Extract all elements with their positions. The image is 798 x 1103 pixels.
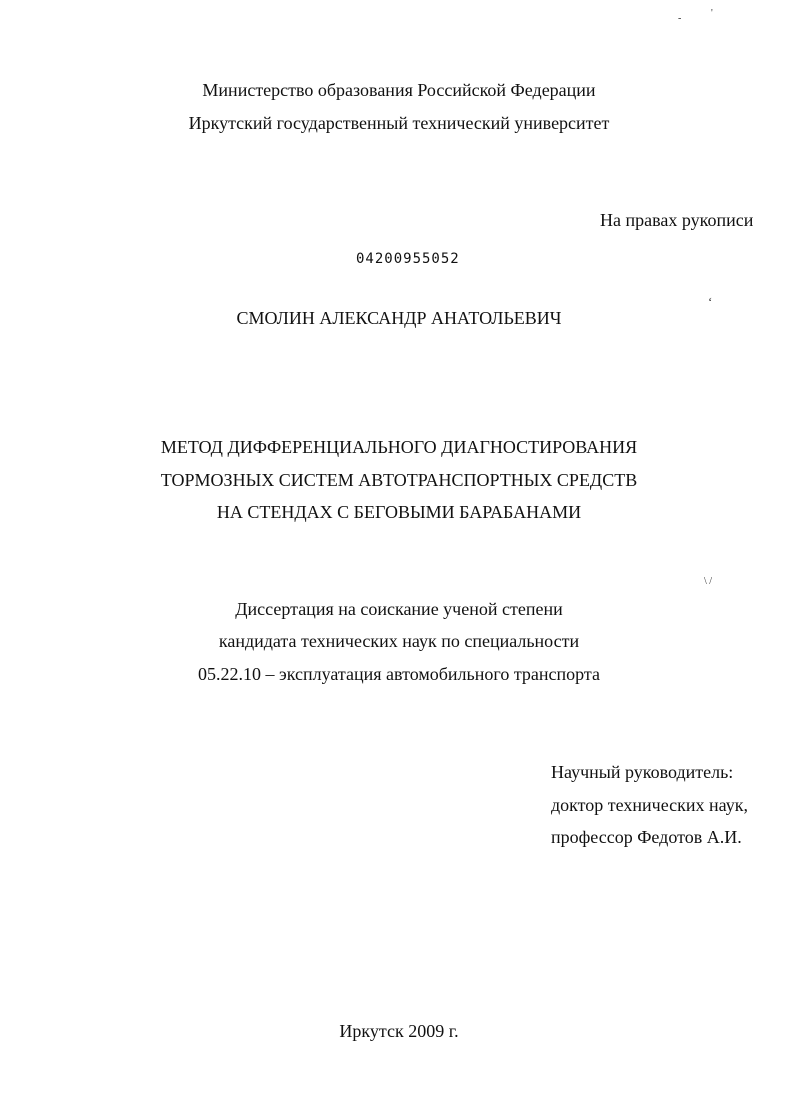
- author-name: СМОЛИН АЛЕКСАНДР АНАТОЛЬЕВИЧ: [236, 308, 562, 328]
- title-line-3: НА СТЕНДАХ С БЕГОВЫМИ БАРАБАНАМИ: [216, 502, 582, 522]
- supervisor-name: профессор Федотов А.И.: [551, 827, 742, 847]
- title-line-1: МЕТОД ДИФФЕРЕНЦИАЛЬНОГО ДИАГНОСТИРОВАНИЯ: [160, 437, 638, 457]
- scan-mark-top-right: -: [678, 13, 682, 24]
- dissertation-line-1: Диссертация на соискание ученой степени: [235, 599, 563, 619]
- dissertation-line-3: 05.22.10 – эксплуатация автомобильного транспорта: [198, 664, 600, 684]
- manuscript-rights-note: На правах рукописи: [600, 210, 754, 230]
- place-year: Иркутск 2009 г.: [339, 1021, 459, 1041]
- catalog-number: 04200955052: [356, 251, 460, 267]
- supervisor-degree: доктор технических наук,: [551, 795, 748, 815]
- ministry-heading: Министерство образования Российской Федерации: [202, 80, 596, 100]
- title-line-2: ТОРМОЗНЫХ СИСТЕМ АВТОТРАНСПОРТНЫХ СРЕДСТВ: [160, 470, 638, 490]
- dissertation-line-2: кандидата технических наук по специальности: [218, 631, 580, 651]
- scan-mark-top-right-tick: ': [711, 8, 713, 19]
- university-heading: Иркутский государственный технический университет: [188, 113, 610, 133]
- supervisor-label: Научный руководитель:: [551, 762, 734, 782]
- scan-mark-right-1: ʻ: [708, 294, 713, 309]
- scan-mark-right-2: \ /: [704, 576, 713, 587]
